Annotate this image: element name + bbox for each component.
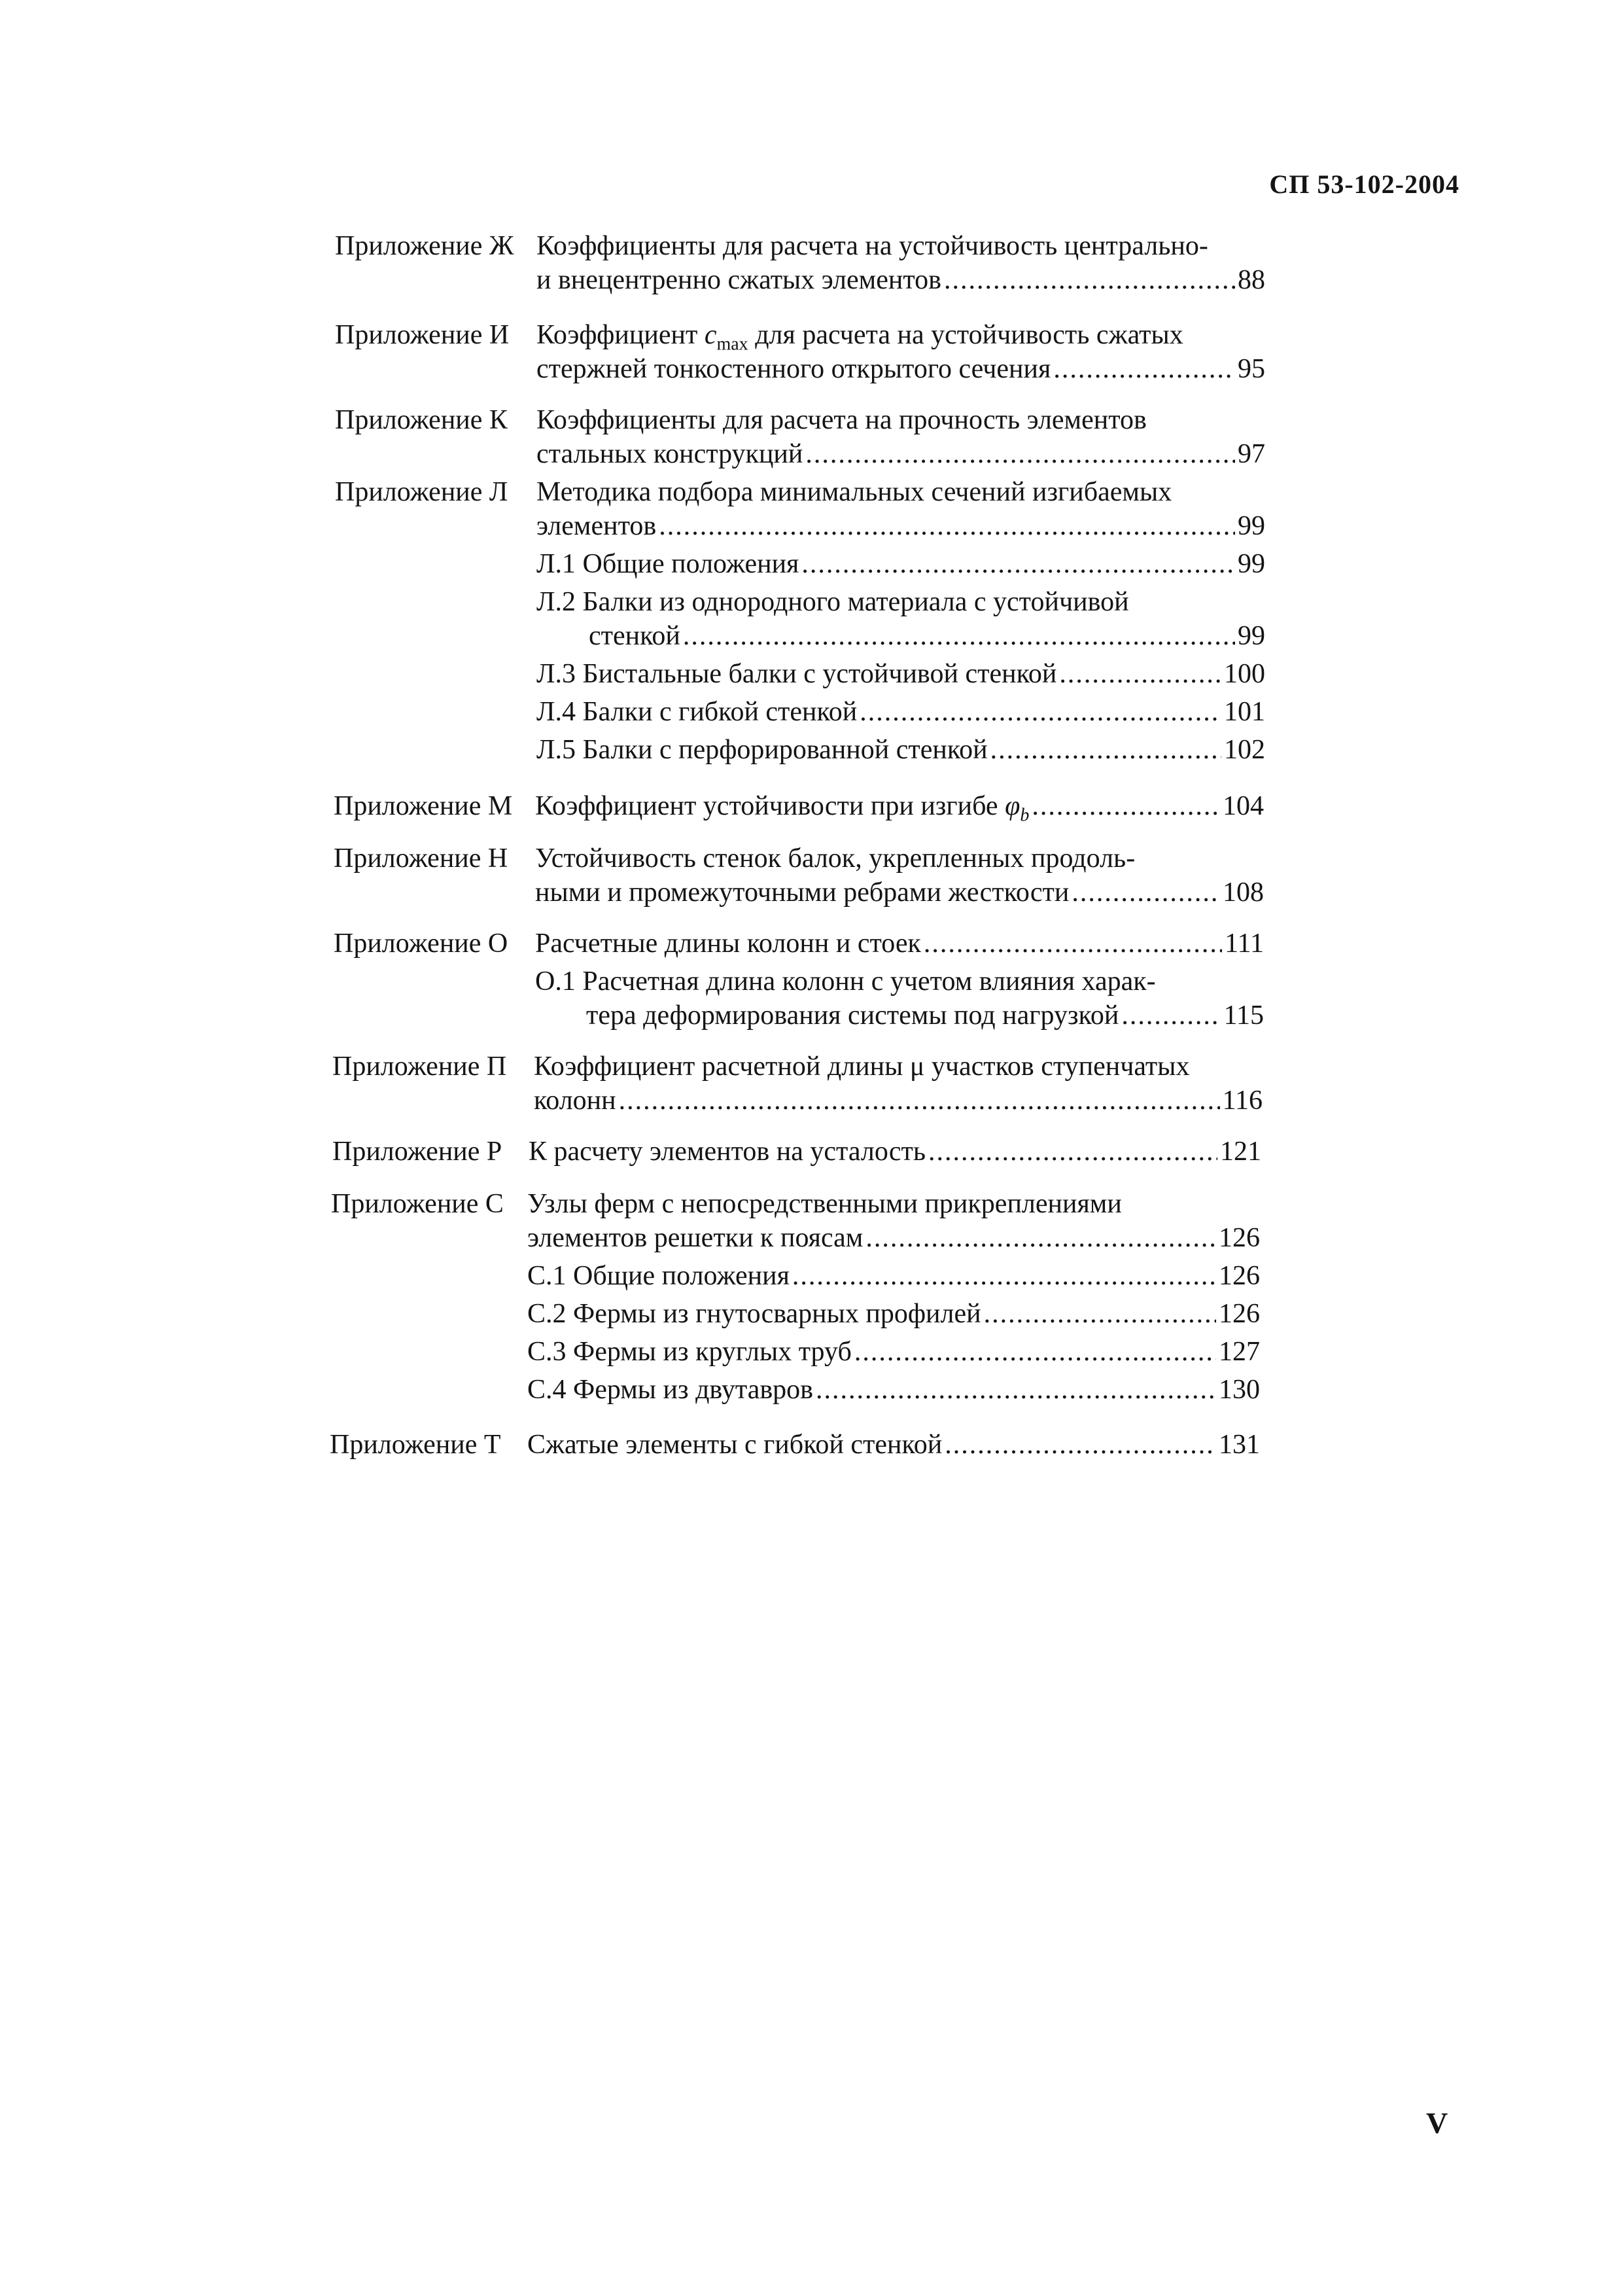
entry-title-line: О.1 Расчетная длина колонн с учетом влияния харак- (535, 966, 1156, 997)
entry-title: стальных конструкций (536, 439, 803, 469)
toc-subentry[interactable] (536, 696, 1265, 728)
page-number: V (1426, 2106, 1448, 2140)
appendix-label: Приложение М (334, 791, 513, 821)
leader-dots (1121, 1000, 1221, 1031)
leader-dots (792, 1260, 1216, 1292)
toc-entry[interactable] (527, 1429, 1260, 1460)
page-ref: 126 (1219, 1223, 1260, 1253)
page-ref: 126 (1219, 1299, 1260, 1329)
entry-title: С.1 Общие положения (527, 1261, 790, 1291)
leader-dots (659, 510, 1235, 542)
entry-title-line: Коэффициент $c_{max}$ для расчета на устойчивость сжатых (536, 320, 1183, 355)
entry-title: ными и промежуточными ребрами жесткости (535, 877, 1070, 908)
entry-title-line: Коэффициенты для расчета на прочность элементов (536, 405, 1147, 435)
page-ref: 126 (1219, 1261, 1260, 1291)
entry-title-line: Л.2 Балки из однородного материала с устойчивой (536, 587, 1129, 617)
appendix-label: Приложение К (335, 405, 508, 435)
leader-dots (801, 548, 1235, 580)
page-ref: 104 (1223, 791, 1264, 821)
entry-title: и внецентренно сжатых элементов (536, 265, 941, 295)
entry-title-line: Устойчивость стенок балок, укрепленных продоль- (535, 843, 1136, 874)
leader-dots (805, 438, 1235, 470)
entry-title: С.4 Фермы из двутавров (527, 1375, 814, 1405)
entry-title: С.3 Фермы из круглых труб (527, 1337, 852, 1367)
appendix-label: Приложение Р (332, 1137, 502, 1167)
appendix-label: Приложение И (335, 320, 510, 350)
toc-subentry[interactable] (586, 1000, 1264, 1031)
toc-entry[interactable] (536, 353, 1265, 385)
leader-dots (683, 620, 1235, 652)
toc-subentry[interactable] (527, 1298, 1260, 1330)
leader-dots (619, 1085, 1220, 1116)
entry-title: тера деформирования системы под нагрузкой (586, 1000, 1119, 1031)
toc-entry[interactable] (535, 877, 1264, 908)
leader-dots (990, 734, 1221, 766)
entry-title: К расчету элементов на усталость (529, 1137, 926, 1167)
appendix-label: Приложение Ж (335, 231, 514, 261)
toc-entry[interactable] (535, 790, 1264, 826)
appendix-label: Приложение Т (330, 1430, 501, 1460)
entry-title-line: Методика подбора минимальных сечений изгибаемых (536, 477, 1172, 507)
entry-title: Сжатые элементы с гибкой стенкой (527, 1430, 943, 1460)
leader-dots (984, 1298, 1216, 1330)
toc-entry[interactable] (536, 438, 1265, 470)
page-ref: 131 (1219, 1430, 1260, 1460)
toc-entry[interactable] (529, 1136, 1261, 1167)
entry-title: Л.4 Балки с гибкой стенкой (536, 697, 858, 727)
entry-title: Коэффициент устойчивости при изгибе $\varphi_b$ (535, 791, 1030, 826)
entry-title: элементов решетки к поясам (527, 1223, 864, 1253)
leader-dots (928, 1136, 1217, 1167)
page-ref: 97 (1238, 439, 1265, 469)
document-code-header: СП 53-102-2004 (1269, 169, 1459, 199)
entry-title: Л.1 Общие положения (536, 549, 799, 579)
appendix-label: Приложение Н (334, 843, 508, 874)
page-ref: 111 (1225, 928, 1264, 959)
leader-dots (1072, 877, 1220, 908)
leader-dots (1032, 790, 1220, 822)
page-ref: 116 (1222, 1086, 1263, 1116)
appendix-label: Приложение О (334, 928, 508, 959)
toc-entry[interactable] (527, 1222, 1260, 1254)
toc-entry[interactable] (536, 510, 1265, 542)
toc-subentry[interactable] (536, 658, 1265, 690)
leader-dots (860, 696, 1221, 728)
entry-title: элементов (536, 511, 657, 541)
page-ref: 99 (1238, 549, 1265, 579)
leader-dots (865, 1222, 1216, 1254)
toc-subentry[interactable] (589, 620, 1265, 652)
page-ref: 108 (1223, 877, 1264, 908)
toc-entry[interactable] (534, 1085, 1263, 1116)
entry-title: Л.3 Бистальные балки с устойчивой стенкой (536, 659, 1057, 689)
leader-dots (1059, 658, 1221, 690)
page-ref: 130 (1219, 1375, 1260, 1405)
page-ref: 127 (1219, 1337, 1260, 1367)
leader-dots (816, 1374, 1216, 1405)
toc-subentry[interactable] (527, 1260, 1260, 1292)
entry-title: С.2 Фермы из гнутосварных профилей (527, 1299, 981, 1329)
entry-title-line: Узлы ферм с непосредственными прикреплениями (527, 1189, 1122, 1219)
entry-title: стержней тонкостенного открытого сечения (536, 354, 1051, 384)
entry-title: Расчетные длины колонн и стоек (535, 928, 921, 959)
leader-dots (854, 1336, 1216, 1368)
page-ref: 95 (1238, 354, 1265, 384)
page-ref: 99 (1238, 621, 1265, 651)
toc-entry[interactable] (536, 264, 1265, 296)
entry-title: колонн (534, 1086, 616, 1116)
page-ref: 101 (1224, 697, 1265, 727)
page-ref: 100 (1224, 659, 1265, 689)
toc-entry[interactable] (535, 928, 1264, 959)
page-ref: 102 (1224, 735, 1265, 765)
page-ref: 88 (1238, 265, 1265, 295)
entry-title-line: Коэффициент расчетной длины μ участков ступенчатых (534, 1051, 1190, 1082)
appendix-label: Приложение Л (335, 477, 508, 507)
page-ref: 121 (1220, 1137, 1261, 1167)
leader-dots (945, 1429, 1216, 1460)
page-ref: 99 (1238, 511, 1265, 541)
entry-title-line: Коэффициенты для расчета на устойчивость центрально- (536, 231, 1208, 261)
entry-title: Л.5 Балки с перфорированной стенкой (536, 735, 988, 765)
entry-title: стенкой (589, 621, 680, 651)
toc-subentry[interactable] (536, 734, 1265, 766)
leader-dots (944, 264, 1235, 296)
page-ref: 115 (1223, 1000, 1264, 1031)
toc-subentry[interactable] (527, 1374, 1260, 1405)
appendix-label: Приложение П (332, 1051, 507, 1082)
appendix-label: Приложение С (331, 1189, 504, 1219)
leader-dots (924, 928, 1222, 959)
leader-dots (1053, 353, 1235, 385)
toc-subentry[interactable] (527, 1336, 1260, 1368)
toc-subentry[interactable] (536, 548, 1265, 580)
